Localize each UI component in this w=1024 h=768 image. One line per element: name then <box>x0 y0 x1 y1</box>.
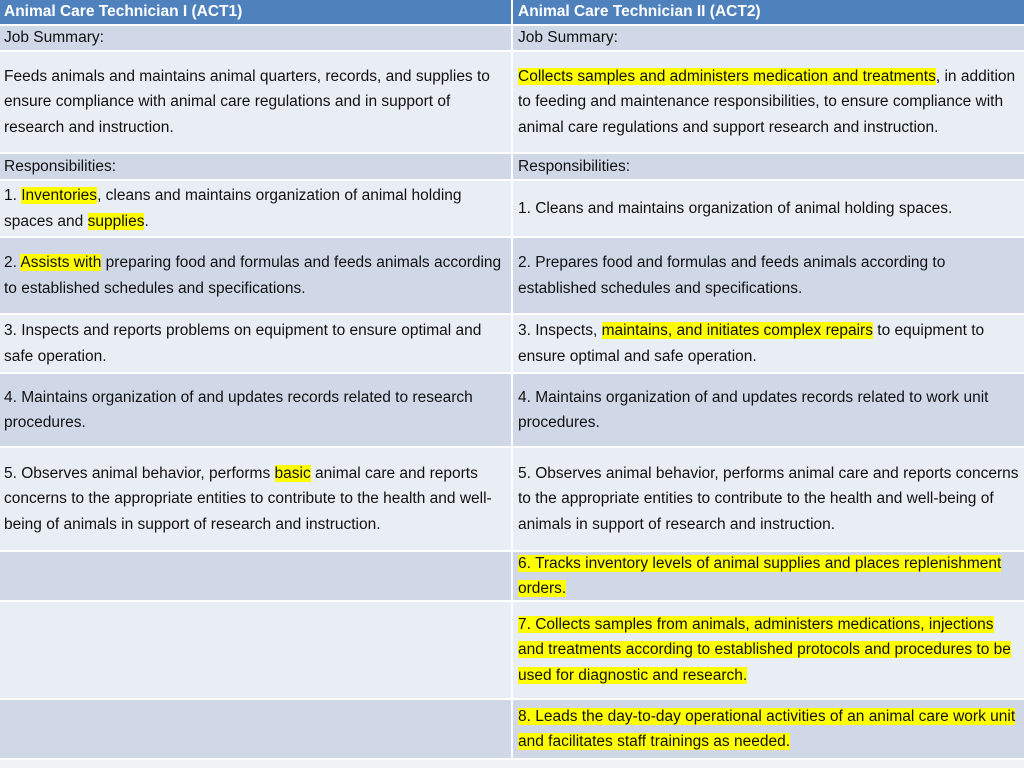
text-segment: 1. <box>4 187 22 204</box>
table-cell-right <box>513 315 1024 374</box>
text-segment: , cleans and maintains organization of animal holding spaces and <box>4 187 462 230</box>
header-col2: Animal Care Technician II (ACT2) <box>513 0 1024 26</box>
cell-text <box>4 25 104 51</box>
text-segment: Feeds animals and maintains animal quarters, records, and supplies to ensure compliance with animal care regulations and in support of research and instruction. <box>4 67 490 136</box>
table-cell-right <box>513 52 1024 154</box>
table-cell-right <box>513 154 1024 181</box>
text-segment: preparing food and formulas and feeds animals according to established schedules and specifications. <box>4 254 502 297</box>
table-cell-left <box>0 181 511 238</box>
text-segment: 4. Maintains organization of and updates records related to research procedures. <box>4 388 473 431</box>
table-cell-right <box>513 238 1024 315</box>
table-bottom-strip <box>0 760 1024 768</box>
table-cell-left <box>0 315 511 374</box>
cell-text <box>518 318 1020 369</box>
cell-text <box>4 385 507 436</box>
text-segment: to equipment to ensure optimal and safe operation. <box>518 322 985 365</box>
text-segment: 2. <box>4 254 21 271</box>
table-cell-left <box>0 552 511 602</box>
table-cell-right <box>513 700 1024 760</box>
text-segment: 1. Cleans and maintains organization of animal holding spaces. <box>518 199 953 217</box>
highlighted-text: 7. Collects samples from animals, administers medications, injections and treatments according to established protocols and procedures to be used for diagnostic and research. <box>518 615 1011 684</box>
cell-text <box>4 183 507 234</box>
highlighted-text: Inventories <box>21 187 98 204</box>
text-segment: 2. Prepares food and formulas and feeds animals according to established schedules and specifications. <box>518 254 946 297</box>
cell-text <box>518 461 1020 538</box>
cell-text <box>518 25 618 51</box>
cell-text <box>518 196 952 222</box>
cell-text <box>4 250 507 301</box>
cell-text <box>518 704 1020 755</box>
table-cell-right <box>513 552 1024 602</box>
highlighted-text: basic <box>274 464 311 482</box>
table-cell-left <box>0 52 511 154</box>
cell-text <box>518 551 1020 602</box>
highlighted-text: supplies <box>87 212 145 230</box>
highlighted-text: 8. Leads the day-to-day operational activities of an animal care work unit and facilitates staff trainings as needed. <box>518 707 1016 750</box>
text-segment: 4. Maintains organization of and updates records related to work unit procedures. <box>518 388 989 431</box>
highlighted-text: 6. Tracks inventory levels of animal supplies and places replenishment orders. <box>518 554 1002 597</box>
cell-text <box>518 154 630 180</box>
table-cell-left <box>0 602 511 700</box>
cell-text <box>518 250 1020 301</box>
text-segment: Responsibilities: <box>518 157 630 175</box>
text-segment: Responsibilities: <box>4 157 116 175</box>
table-cell-left <box>0 154 511 181</box>
header-col1: Animal Care Technician I (ACT1) <box>0 0 511 26</box>
table-cell-left <box>0 374 511 448</box>
table-cell-right <box>513 374 1024 448</box>
highlighted-text: Assists with <box>20 254 102 271</box>
cell-text <box>518 64 1020 141</box>
text-segment: 3. Inspects and reports problems on equipment to ensure optimal and safe operation. <box>4 322 482 365</box>
text-segment: Job Summary: <box>518 29 618 47</box>
highlighted-text: maintains, and initiates complex repairs <box>601 322 873 339</box>
text-segment: Job Summary: <box>4 29 104 47</box>
text-segment: 5. Observes animal behavior, performs animal care and reports concerns to the appropriate entities to contribute to the health and well-being of animals in support of research and instruction. <box>518 464 1019 533</box>
table-cell-right <box>513 181 1024 238</box>
table-cell-right <box>513 602 1024 700</box>
table-cell-left <box>0 700 511 760</box>
cell-text <box>4 318 507 369</box>
table-cell-left <box>0 26 511 52</box>
text-segment: 5. Observes animal behavior, performs <box>4 464 275 482</box>
cell-text <box>518 385 1020 436</box>
text-segment: animal care and reports concerns to the appropriate entities to contribute to the health and well-being of animals in support of research and instruction. <box>4 464 492 533</box>
table-cell-left <box>0 448 511 552</box>
table-cell-right <box>513 26 1024 52</box>
table-cell-left <box>0 238 511 315</box>
table-cell-right <box>513 448 1024 552</box>
cell-text <box>4 461 507 538</box>
cell-text <box>4 64 507 141</box>
cell-text <box>4 154 116 180</box>
text-segment: . <box>144 212 149 230</box>
text-segment: 3. Inspects, <box>518 322 602 339</box>
text-segment: , in addition to feeding and maintenance responsibilities, to ensure compliance with animal care regulations and support research and instruction. <box>518 67 1016 136</box>
cell-text <box>518 612 1020 689</box>
highlighted-text: Collects samples and administers medication and treatments <box>518 67 936 85</box>
